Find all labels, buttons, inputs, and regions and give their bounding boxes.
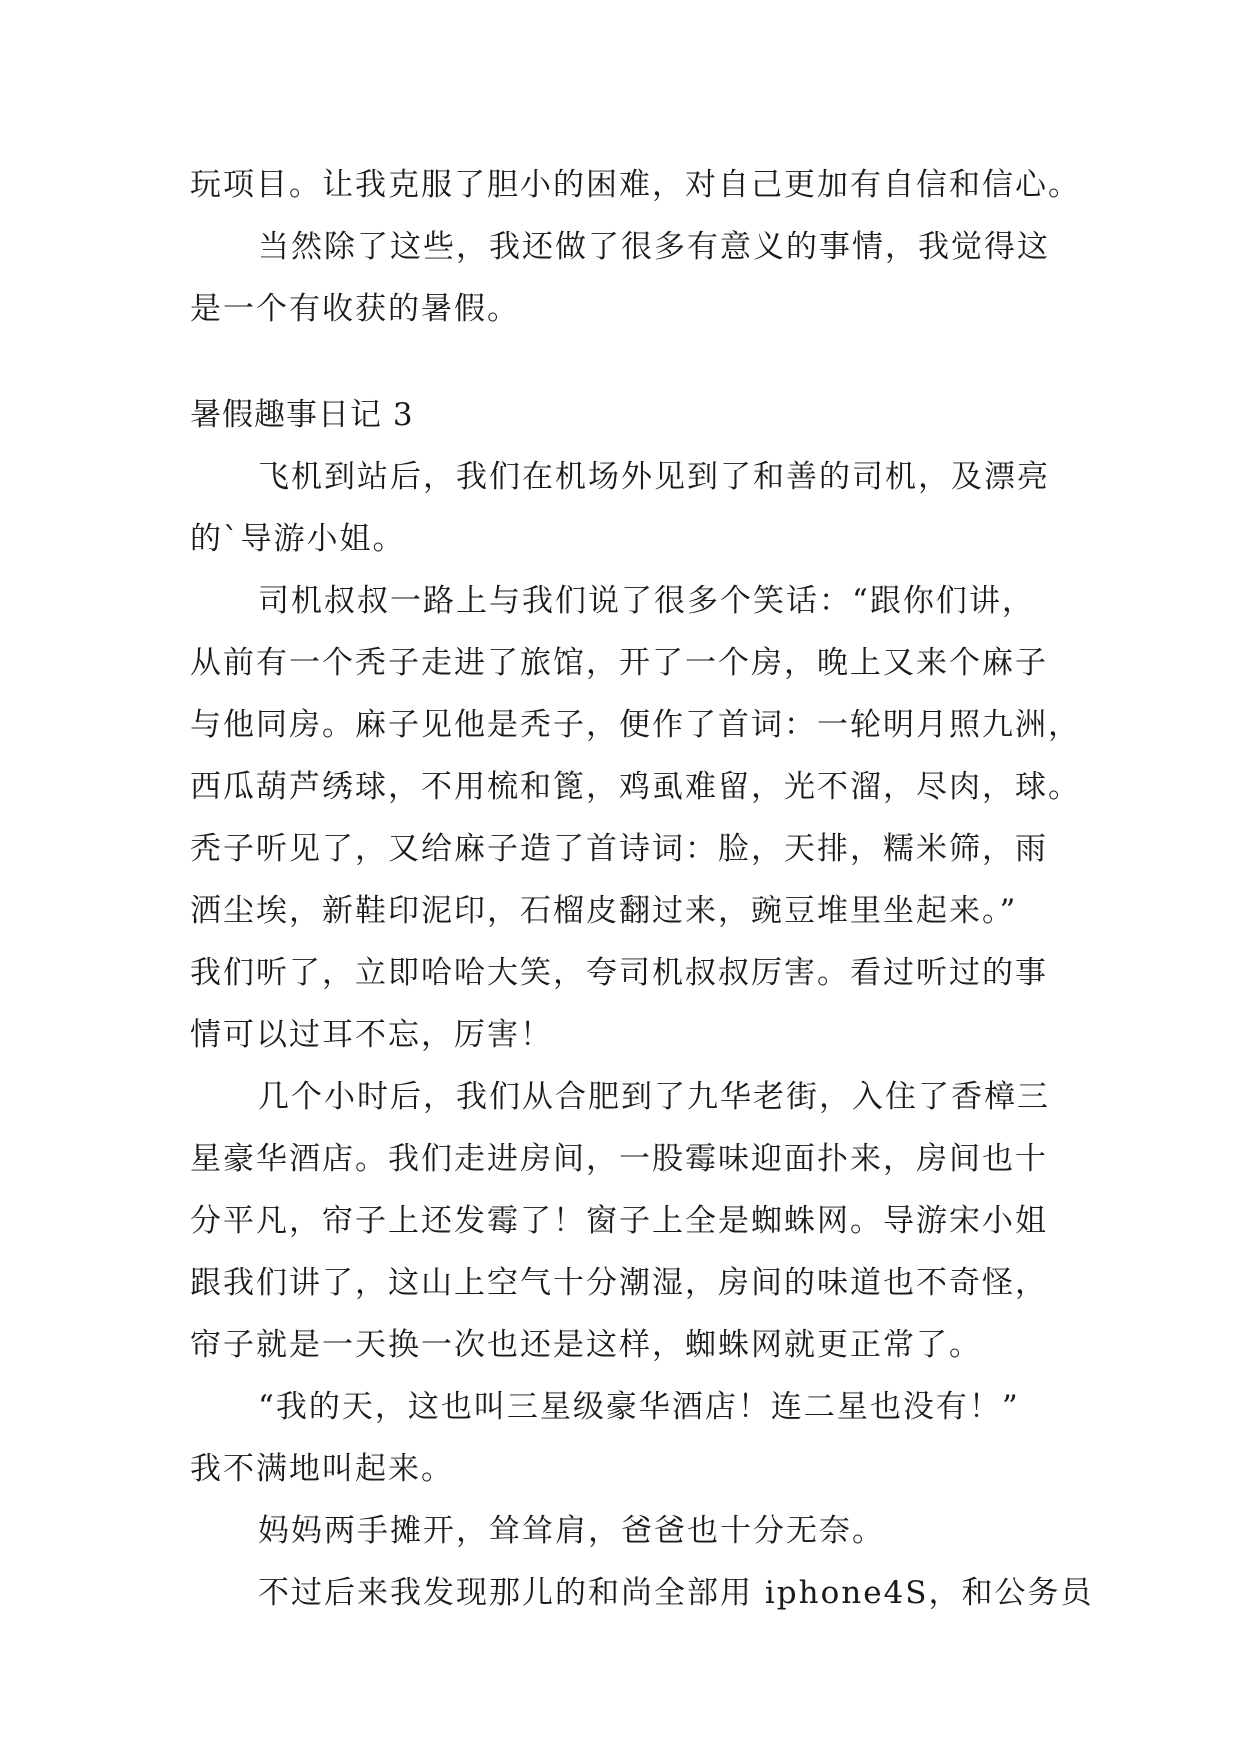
text-line: 西瓜葫芦绣球，不用梳和篦，鸡虱难留，光不溜，尽肉，球。 xyxy=(190,769,1081,805)
text-line: 司机叔叔一路上与我们说了很多个笑话：“跟你们讲， xyxy=(258,583,1035,619)
text-line: 是一个有收获的暑假。 xyxy=(190,291,520,327)
text-line: 几个小时后，我们从合肥到了九华老街，入住了香樟三 xyxy=(258,1079,1050,1115)
text-line: 分平凡，帘子上还发霉了！窗子上全是蜘蛛网。导游宋小姐 xyxy=(190,1203,1048,1239)
text-line: 不过后来我发现那儿的和尚全部用 iphone4S，和公务员 xyxy=(258,1575,1094,1611)
text-line: 星豪华酒店。我们走进房间，一股霉味迎面扑来，房间也十 xyxy=(190,1141,1048,1177)
text-line: 洒尘埃，新鞋印泥印，石榴皮翻过来，豌豆堆里坐起来。” xyxy=(190,893,1018,929)
text-line: 帘子就是一天换一次也还是这样，蜘蛛网就更正常了。 xyxy=(190,1327,982,1363)
text-line: “我的天，这也叫三星级豪华酒店！连二星也没有！” xyxy=(258,1389,1020,1425)
text-line: 跟我们讲了，这山上空气十分潮湿，房间的味道也不奇怪， xyxy=(190,1265,1048,1301)
text-line: 的`导游小姐。 xyxy=(190,521,406,557)
text-line: 玩项目。让我克服了胆小的困难，对自己更加有自信和信心。 xyxy=(190,167,1081,203)
text-line: 从前有一个秃子走进了旅馆，开了一个房，晚上又来个麻子 xyxy=(190,645,1048,681)
text-line: 我不满地叫起来。 xyxy=(190,1451,454,1487)
text-line: 当然除了这些，我还做了很多有意义的事情，我觉得这 xyxy=(258,229,1050,265)
text-line: 秃子听见了，又给麻子造了首诗词：脸，天排，糯米筛，雨 xyxy=(190,831,1048,867)
text-line: 妈妈两手摊开，耸耸肩，爸爸也十分无奈。 xyxy=(258,1513,885,1549)
text-line: 飞机到站后，我们在机场外见到了和善的司机，及漂亮 xyxy=(258,459,1050,495)
text-line: 我们听了，立即哈哈大笑，夸司机叔叔厉害。看过听过的事 xyxy=(190,955,1048,991)
text-line: 与他同房。麻子见他是秃子，便作了首词：一轮明月照九洲， xyxy=(190,707,1081,743)
text-line: 情可以过耳不忘，厉害！ xyxy=(190,1017,553,1053)
section-heading: 暑假趣事日记 3 xyxy=(190,397,414,433)
